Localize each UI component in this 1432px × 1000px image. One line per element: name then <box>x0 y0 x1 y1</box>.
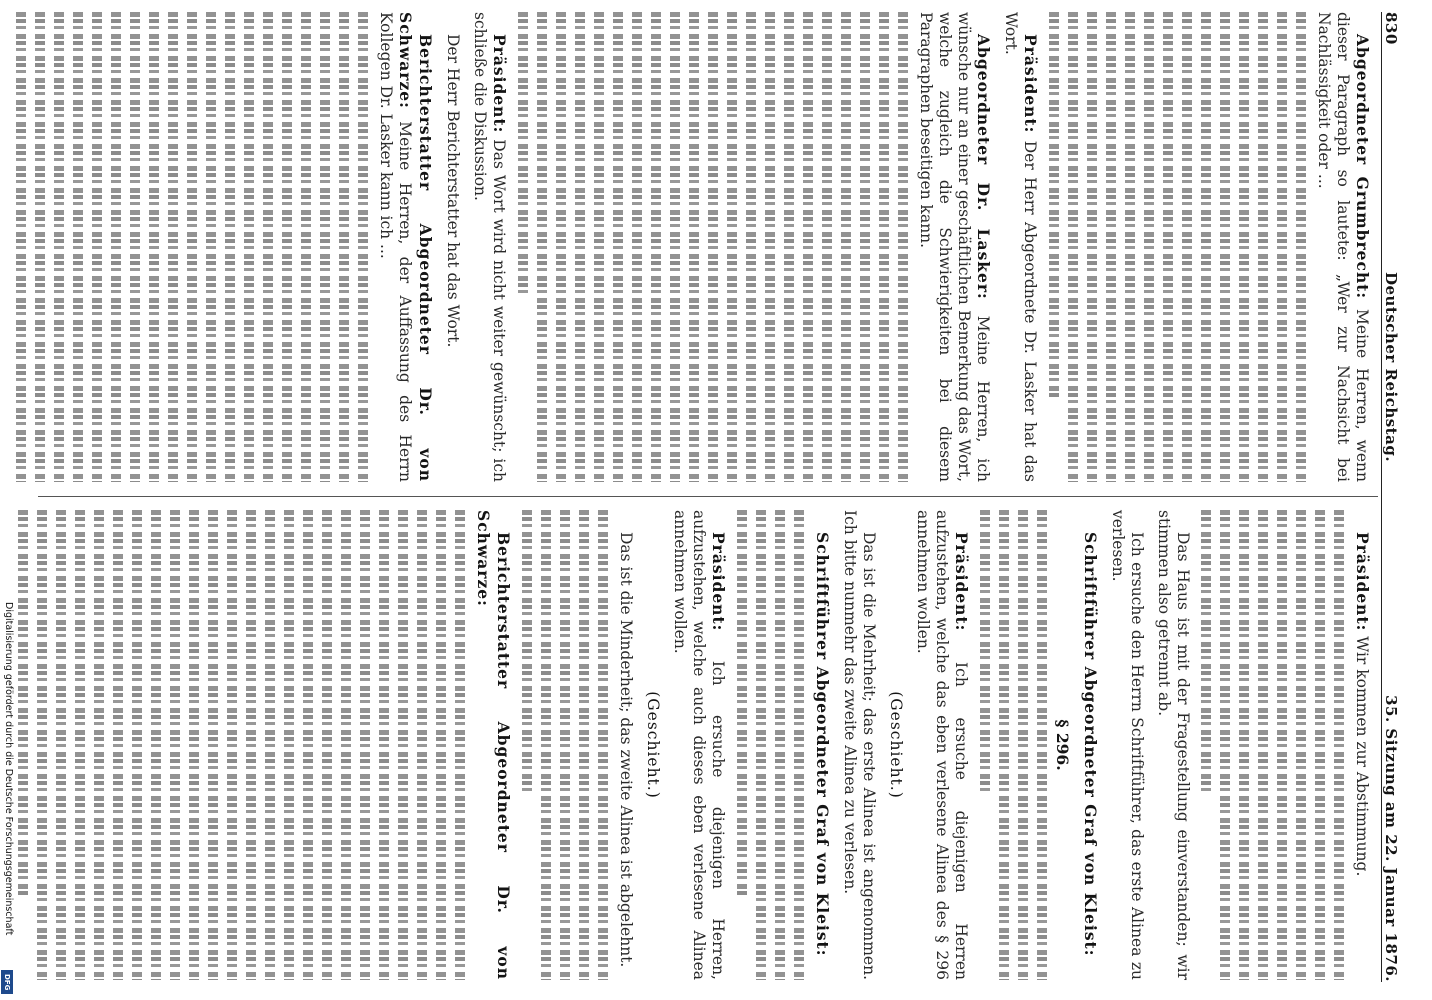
illegible-line <box>73 12 83 482</box>
illegible-line <box>1239 510 1249 980</box>
paragraph-text: Der Herr Abgeordnete Dr. Lasker hat das Wort. <box>1002 12 1039 482</box>
illegible-line <box>1037 510 1047 980</box>
illegible-line <box>756 510 766 980</box>
illegible-line <box>1315 510 1325 980</box>
paragraph-text: Der Herr Berichterstatter hat das Wort. <box>444 34 462 348</box>
illegible-line <box>35 12 45 482</box>
procedural-marker: (Geschieht.) <box>644 691 662 799</box>
illegible-line <box>518 12 528 294</box>
illegible-line <box>16 12 26 482</box>
illegible-line <box>398 510 408 980</box>
paragraph <box>443 12 462 482</box>
illegible-line <box>94 510 104 980</box>
illegible-line <box>56 510 66 980</box>
illegible-line <box>1144 12 1154 482</box>
illegible-line <box>579 510 589 980</box>
paragraph-text: Meine Herren, ich wünsche nur an einer geschäftlichen Bemerkung das Wort, welche zugleich die Schwierigkeiten bei diesem Paragraphen beseitigen kann. <box>917 12 992 482</box>
illegible-line <box>282 12 292 482</box>
illegible-line <box>708 12 718 482</box>
illegible-line <box>113 510 123 980</box>
speaker-name: Berichterstatter Abgeordneter Dr. von Schwarze: <box>474 510 513 980</box>
right-column <box>9 510 1372 980</box>
illegible-line <box>765 12 775 482</box>
illegible-line <box>1296 510 1306 980</box>
paragraph-text: Meine Herren, der Auffassung des Herrn Kollegen Dr. Lasker kann ich ... <box>377 12 414 482</box>
paragraph-text: Das ist die Minderheit; das zweite Alinea ist abgelehnt. <box>617 532 635 968</box>
illegible-line <box>737 510 747 895</box>
column-divider <box>38 496 1378 497</box>
illegible-line <box>1201 510 1211 792</box>
illegible-line <box>301 12 311 482</box>
illegible-line <box>149 12 159 482</box>
speaker-name: Schriftführer Abgeordneter Graf von Kleist: <box>813 532 832 957</box>
paragraph-text: Ich ersuche diejenigen Herren aufzustehen, welche das eben verlesene Alinea des § 296 annehmen wollen. <box>914 510 970 980</box>
illegible-line <box>598 510 608 980</box>
illegible-line <box>225 12 235 482</box>
illegible-line <box>339 12 349 482</box>
page-header <box>1381 12 1404 982</box>
speaker-name: Berichterstatter Abgeordneter Dr. von Schwarze: <box>396 12 435 482</box>
speaker-name: Präsident: <box>709 532 728 632</box>
illegible-line <box>1049 12 1059 397</box>
paragraph-text: Meine Herren, wenn dieser Paragraph so lautete: „Wer zur Nachsicht bei Nachlässigkeit oder ... <box>1315 12 1371 482</box>
paragraph <box>840 510 878 980</box>
paragraph <box>913 510 971 980</box>
illegible-line <box>727 12 737 482</box>
illegible-line <box>265 510 275 980</box>
illegible-line <box>244 12 254 482</box>
speaker-name: Präsident: <box>1353 532 1372 632</box>
paragraph <box>812 510 832 980</box>
digitization-credit: Digitalisierung gefördert durch die Deutsche Forschungsgemeinschaft <box>3 602 14 936</box>
illegible-line <box>541 510 551 980</box>
illegible-line <box>111 12 121 482</box>
illegible-line <box>784 12 794 482</box>
paragraph <box>1080 510 1100 980</box>
illegible-line <box>537 12 547 482</box>
illegible-line <box>37 510 47 980</box>
illegible-line <box>322 510 332 980</box>
illegible-line <box>54 12 64 482</box>
illegible-line <box>417 510 427 980</box>
paragraph-text: Das ist die Mehrheit; das erste Alinea ist angenommen. Ich bitte nunmehr das zweite Alinea zu verlesen. <box>841 510 878 980</box>
illegible-line <box>1277 510 1287 980</box>
illegible-line <box>556 12 566 482</box>
illegible-line <box>879 12 889 482</box>
illegible-line <box>18 510 28 895</box>
paragraph <box>1001 12 1040 482</box>
illegible-line <box>303 510 313 980</box>
section-heading: § 296. <box>1053 719 1072 771</box>
illegible-line <box>632 12 642 482</box>
illegible-line <box>1258 510 1268 980</box>
speaker-name: Präsident: <box>1021 34 1040 134</box>
paragraph <box>1352 510 1372 980</box>
illegible-line <box>284 510 294 980</box>
illegible-line <box>594 12 604 482</box>
illegible-line <box>187 12 197 482</box>
illegible-line <box>1277 12 1287 482</box>
illegible-line <box>132 510 142 980</box>
illegible-line <box>522 510 532 792</box>
speaker-name: Abgeordneter Dr. Lasker: <box>974 34 993 300</box>
paragraph-text: Ich ersuche diejenigen Herren, aufzustehen, welche auch dieses eben verlesene Alinea annehmen wollen. <box>671 510 727 980</box>
illegible-line <box>1239 12 1249 482</box>
illegible-line <box>575 12 585 482</box>
illegible-line <box>1334 510 1344 980</box>
illegible-line <box>898 12 908 482</box>
illegible-line <box>999 510 1009 980</box>
illegible-line <box>358 12 368 482</box>
paragraph <box>1314 12 1372 482</box>
paragraph <box>616 510 635 980</box>
session-title: 35. Sitzung am 22. Januar 1876. <box>1382 695 1400 982</box>
illegible-line <box>651 12 661 482</box>
illegible-line <box>92 12 102 482</box>
speaker-name: Präsident: <box>490 34 509 134</box>
illegible-line <box>455 510 465 980</box>
paragraph <box>1154 510 1192 980</box>
illegible-line <box>379 510 389 980</box>
illegible-line <box>1220 12 1230 482</box>
illegible-line <box>746 12 756 482</box>
illegible-line <box>1068 12 1078 482</box>
illegible-line <box>822 12 832 482</box>
illegible-line <box>130 12 140 482</box>
illegible-line <box>75 510 85 980</box>
document-page <box>18 0 1418 1000</box>
illegible-line <box>670 12 680 482</box>
illegible-line <box>1201 12 1211 482</box>
illegible-line <box>320 12 330 482</box>
illegible-line <box>341 510 351 980</box>
illegible-line <box>794 510 804 980</box>
speaker-name: Schriftführer Abgeordneter Graf von Kleist: <box>1081 532 1100 957</box>
dfg-logo: DFG <box>1 970 13 994</box>
illegible-line <box>206 12 216 482</box>
illegible-line <box>1296 12 1306 482</box>
paragraph-text: Das Haus ist mit der Fragestellung einverstanden; wir stimmen also getrennt ab. <box>1155 510 1192 980</box>
illegible-line <box>208 510 218 980</box>
illegible-line <box>246 510 256 980</box>
left-column <box>0 12 1372 482</box>
paragraph-text: Wir kommen zur Abstimmung. <box>1353 636 1371 877</box>
illegible-line <box>168 12 178 482</box>
illegible-line <box>189 510 199 980</box>
paragraph <box>376 12 435 482</box>
illegible-line <box>560 510 570 980</box>
running-title: Deutscher Reichstag. <box>1382 271 1400 463</box>
illegible-line <box>1125 12 1135 482</box>
illegible-line <box>151 510 161 980</box>
illegible-line <box>436 510 446 980</box>
illegible-line <box>170 510 180 980</box>
paragraph <box>473 510 513 980</box>
illegible-line <box>980 510 990 792</box>
illegible-line <box>1087 12 1097 482</box>
illegible-line <box>1163 12 1173 482</box>
paragraph <box>470 12 509 482</box>
paragraph <box>916 12 993 482</box>
illegible-line <box>1258 12 1268 482</box>
illegible-line <box>1106 12 1116 482</box>
illegible-line <box>860 12 870 482</box>
illegible-line <box>775 510 785 980</box>
illegible-line <box>613 12 623 482</box>
paragraph-text: Ich ersuche den Herrn Schriftführer, das erste Alinea zu verlesen. <box>1109 510 1146 980</box>
procedural-marker: (Geschieht.) <box>887 691 905 799</box>
illegible-line <box>1018 510 1028 980</box>
speaker-name: Abgeordneter Grumbrecht: <box>1353 34 1372 300</box>
paragraph-text: Das Wort wird nicht weiter gewünscht; ich schließe die Diskussion. <box>471 12 508 482</box>
illegible-line <box>1182 12 1192 482</box>
illegible-line <box>360 510 370 980</box>
illegible-line <box>803 12 813 482</box>
paragraph <box>670 510 728 980</box>
illegible-line <box>841 12 851 482</box>
page-number: 830 <box>1382 12 1400 45</box>
illegible-line <box>689 12 699 482</box>
illegible-line <box>263 12 273 482</box>
speaker-name: Präsident: <box>952 532 971 632</box>
illegible-line <box>227 510 237 980</box>
illegible-line <box>1220 510 1230 980</box>
paragraph <box>1108 510 1146 980</box>
